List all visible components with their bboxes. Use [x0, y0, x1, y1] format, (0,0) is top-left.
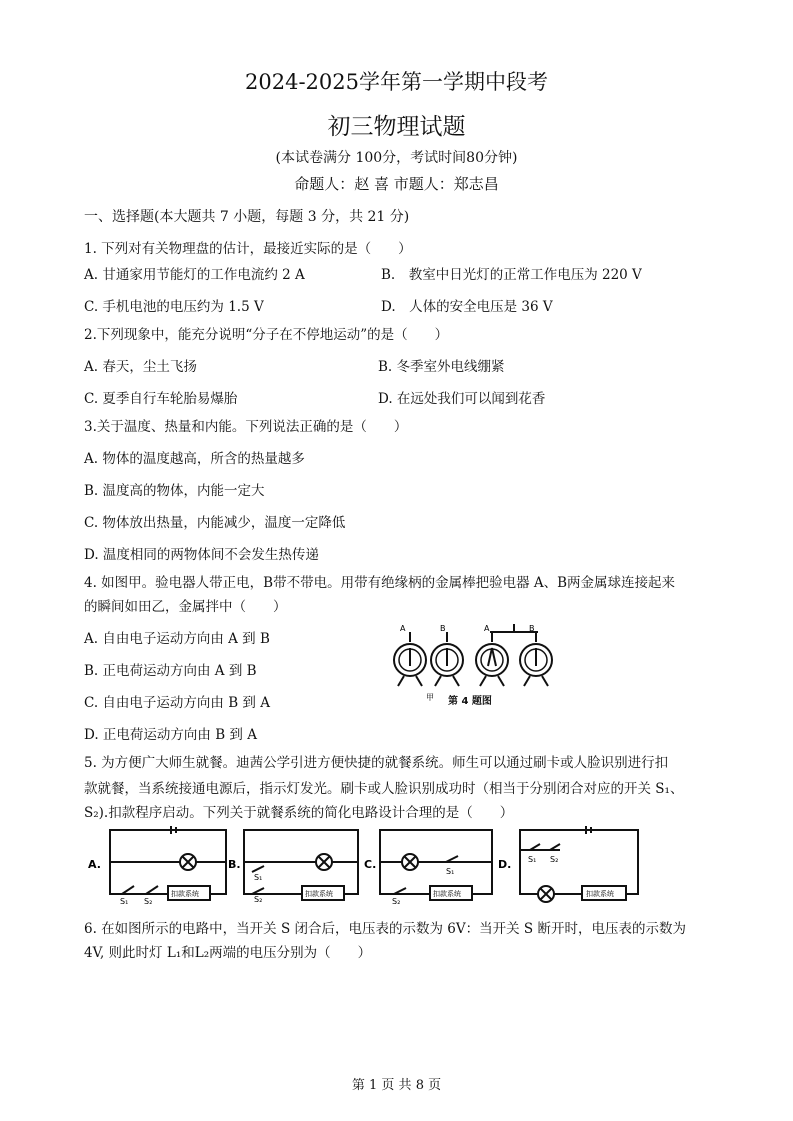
q5-c-switch-s2: S₂: [392, 897, 401, 904]
page-footer: 第 1 页 共 8 页: [351, 1078, 442, 1093]
q2-option-a: A. 春天，尘土飞扬: [84, 359, 197, 375]
q5-b-switch-s1: S₁: [254, 873, 263, 882]
q3-stem: 3.关于温度、热量和内能。下列说法正确的是（ ）: [84, 419, 408, 435]
figure-sub-label: 甲: [426, 693, 434, 702]
q2-option-c: C. 夏季自行车轮胎易爆胎: [84, 391, 238, 407]
q4-stem-line2: 的瞬间如田乙，金属拌中（ ）: [84, 599, 287, 615]
q1-option-c: C. 手机电池的电压约为 1.5 V: [84, 299, 264, 315]
q3-option-d: D. 温度相同的两物体间不会发生热传递: [84, 547, 319, 563]
q3-option-c: C. 物体放出热量，内能减少，温度一定降低: [84, 515, 346, 531]
q4-option-d: D. 正电荷运动方向由 B 到 A: [84, 727, 257, 743]
exam-note: (本试卷满分 100分，考试时间80分钟): [275, 150, 518, 166]
exam-authors: 命题人：赵 喜 市题人：郑志昌: [294, 175, 499, 193]
q5-option-c-label: C.: [364, 858, 377, 871]
exam-title: 2024-2025学年第一学期中段考: [245, 70, 548, 94]
q5-option-d-label: D.: [498, 858, 512, 871]
q3-option-b: B. 温度高的物体，内能一定大: [84, 483, 265, 499]
electroscope-label-b1: B: [440, 624, 446, 633]
subject-title: 初三物理试题: [327, 114, 466, 140]
q6-stem-line2: 4V, 则此时灯 L₁和L₂两端的电压分别为（ ）: [84, 945, 372, 961]
q5-box-label-c: 扣款系统: [433, 890, 461, 898]
electroscope-label-a1: A: [400, 624, 406, 633]
q5-stem-line2: 款就餐，当系统接通电源后，指示灯发光。刷卡或人脸识别成功时（相当于分别闭合对应的开关 S₁、: [84, 781, 684, 797]
section-heading: 一、选择题(本大题共 7 小题，每题 3 分，共 21 分): [84, 209, 410, 225]
q5-circuit-options: [84, 826, 644, 904]
q5-d-switch-s2: S₂: [550, 855, 559, 864]
q4-option-c: C. 自由电子运动方向由 B 到 A: [84, 695, 270, 711]
q1-stem: 1. 下列对有关物理盘的估计，最接近实际的是（ ）: [84, 241, 412, 257]
q5-a-switch-s2: S₂: [144, 897, 153, 904]
q2-stem: 2.下列现象中，能充分说明“分子在不停地运动”的是（ ）: [84, 327, 449, 343]
q5-stem-line3: S₂).扣款程序启动。下列关于就餐系统的简化电路设计合理的是（ ）: [84, 805, 514, 821]
q5-box-label-d: 扣款系统: [586, 890, 614, 898]
q6-stem-line1: 6. 在如图所示的电路中，当开关 S 闭合后，电压表的示数为 6V：当开关 S 断开时，电压表的示数为: [84, 921, 686, 937]
q2-option-d: D. 在远处我们可以闻到花香: [378, 391, 546, 407]
q5-d-switch-s1: S₁: [528, 855, 537, 864]
q3-option-a: A. 物体的温度越高，所含的热量越多: [84, 451, 305, 467]
q2-option-b: B. 冬季室外电线绷紧: [378, 359, 505, 375]
q5-a-switch-s1: S₁: [120, 897, 129, 904]
q4-stem-line1: 4. 如图甲。验电器人带正电，B带不带电。用带有绝缘柄的金属棒把验电器 A、B两金属球连接起来: [84, 575, 676, 591]
q4-figure-caption: 第 4 题图: [448, 696, 492, 707]
q5-stem-line1: 5. 为方便广大师生就餐。迪茜公学引进方便快捷的就餐系统。师生可以通过刷卡或人脸识别进行扣: [84, 755, 669, 771]
q1-option-a: A. 甘通家用节能灯的工作电流约 2 A: [84, 267, 305, 283]
q5-box-label-a: 扣款系统: [171, 890, 199, 898]
q5-option-a-label: A.: [88, 858, 101, 871]
electroscope-label-a2: A: [484, 624, 490, 633]
electroscope-label-b2: B: [529, 624, 535, 633]
q5-c-switch-s1: S₁: [446, 867, 455, 876]
q4-option-b: B. 正电荷运动方向由 A 到 B: [84, 663, 257, 679]
q1-option-b: B. 教室中日光灯的正常工作电压为 220 V: [381, 267, 642, 283]
q5-b-switch-s2: S₂: [254, 895, 263, 904]
q5-option-b-label: B.: [228, 858, 241, 871]
q1-option-d: D. 人体的安全电压是 36 V: [381, 299, 553, 315]
q5-box-label-b: 扣款系统: [305, 890, 333, 898]
q4-option-a: A. 自由电子运动方向由 A 到 B: [84, 631, 270, 647]
